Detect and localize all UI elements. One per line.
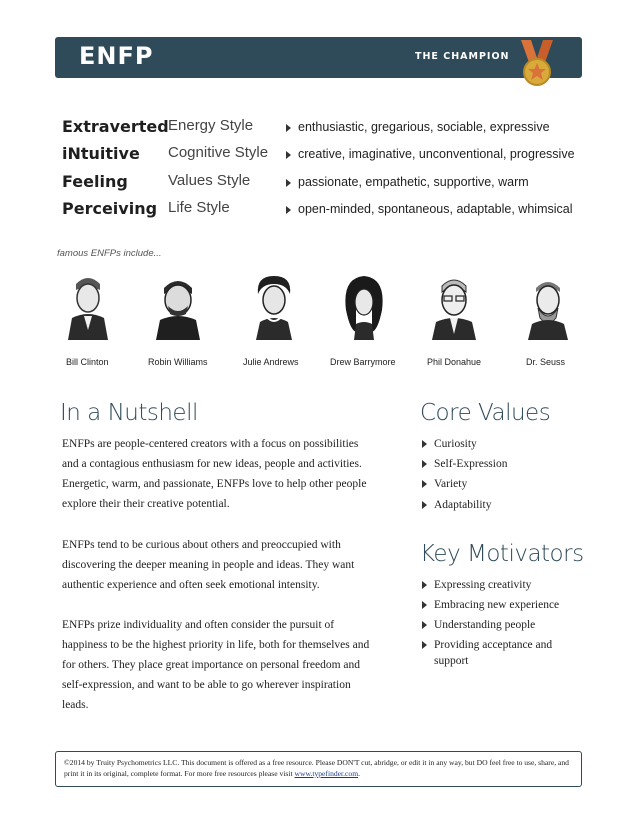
trait-row-extraverted	[62, 117, 592, 139]
motivator-item: Embracing new experience	[422, 597, 582, 613]
trait-description: passionate, empathetic, supportive, warm	[286, 175, 529, 189]
trait-style: Cognitive Style	[168, 144, 269, 161]
portrait-bill-clinton	[60, 270, 116, 340]
medal-icon	[515, 40, 559, 88]
triangle-bullet-icon	[286, 124, 291, 132]
triangle-bullet-icon	[422, 581, 427, 589]
triangle-bullet-icon	[286, 151, 291, 159]
triangle-bullet-icon	[422, 440, 427, 448]
nutshell-title: In a Nutshell	[60, 400, 198, 426]
core-value-item: Variety	[422, 476, 582, 492]
triangle-bullet-icon	[422, 501, 427, 509]
portrait-drew-barrymore	[336, 270, 392, 340]
person-name: Julie Andrews	[243, 357, 299, 367]
triangle-bullet-icon	[286, 179, 291, 187]
footer-text: ©2014 by Truity Psychometrics LLC. This document is offered as a free resource. Please DON'T cut, abridge, or edit it in any way, but DO feel free to use, share, and print it in its original, complete format. For more free resources please visit	[64, 758, 569, 778]
triangle-bullet-icon	[422, 601, 427, 609]
trait-row-perceiving	[62, 199, 592, 221]
trait-name: Perceiving	[62, 199, 158, 218]
motivator-item: Providing acceptance and support	[422, 637, 582, 669]
trait-name: Feeling	[62, 172, 128, 191]
core-value-item: Curiosity	[422, 436, 582, 452]
person-name: Phil Donahue	[427, 357, 482, 367]
person-name: Bill Clinton	[66, 357, 109, 367]
portrait-dr-seuss	[520, 270, 576, 340]
footer-notice	[55, 751, 582, 787]
trait-description: open-minded, spontaneous, adaptable, whimsical	[286, 202, 572, 216]
trait-style: Energy Style	[168, 117, 254, 134]
core-value-item: Self-Expression	[422, 456, 582, 472]
person-name: Dr. Seuss	[526, 357, 566, 367]
nutshell-paragraph: ENFPs are people-centered creators with a focus on possibilities and a contagious enthusiasm for new ideas, people and activities. Energetic, warm, and passionate, ENFPs love to help other people explore their their creative potential.	[62, 438, 367, 510]
nutshell-paragraph: ENFPs tend to be curious about others and preoccupied with discovering the deeper meaning in people and ideas. They want authentic experience and often seek emotional intensity.	[62, 539, 355, 591]
typefinder-link[interactable]: www.typefinder.com	[294, 768, 359, 778]
trait-style: Values Style	[168, 172, 251, 189]
motivator-item: Expressing creativity	[422, 577, 582, 593]
page-title: ENFP	[79, 42, 154, 70]
trait-style: Life Style	[168, 199, 230, 216]
triangle-bullet-icon	[422, 480, 427, 488]
motivator-item: Understanding people	[422, 617, 582, 633]
trait-description: creative, imaginative, unconventional, progressive	[286, 147, 575, 161]
triangle-bullet-icon	[422, 621, 427, 629]
type-nickname: THE CHAMPION	[415, 51, 510, 62]
triangle-bullet-icon	[286, 206, 291, 214]
triangle-bullet-icon	[422, 460, 427, 468]
core-values-title: Core Values	[420, 400, 551, 426]
portrait-robin-williams	[150, 270, 206, 340]
trait-name: Extraverted	[62, 117, 169, 136]
nutshell-paragraph: ENFPs prize individuality and often consider the pursuit of happiness to be the highest priority in life, both for themselves and for others. They place great importance on personal freedom and self-expression, and want to be able to go wherever inspiration leads.	[62, 619, 370, 711]
header-bar	[55, 37, 582, 78]
person-name: Drew Barrymore	[330, 357, 396, 367]
trait-row-feeling	[62, 172, 592, 194]
trait-name: iNtuitive	[62, 144, 140, 163]
portrait-phil-donahue	[426, 270, 482, 340]
triangle-bullet-icon	[422, 641, 427, 649]
key-motivators-title: Key Motivators	[420, 541, 584, 567]
core-value-item: Adaptability	[422, 497, 582, 513]
trait-description: enthusiastic, gregarious, sociable, expressive	[286, 120, 550, 134]
person-name: Robin Williams	[148, 357, 208, 367]
footer-end: .	[358, 768, 361, 778]
portrait-julie-andrews	[246, 270, 302, 340]
famous-label: famous ENFPs include...	[57, 248, 162, 259]
trait-row-intuitive	[62, 144, 592, 166]
